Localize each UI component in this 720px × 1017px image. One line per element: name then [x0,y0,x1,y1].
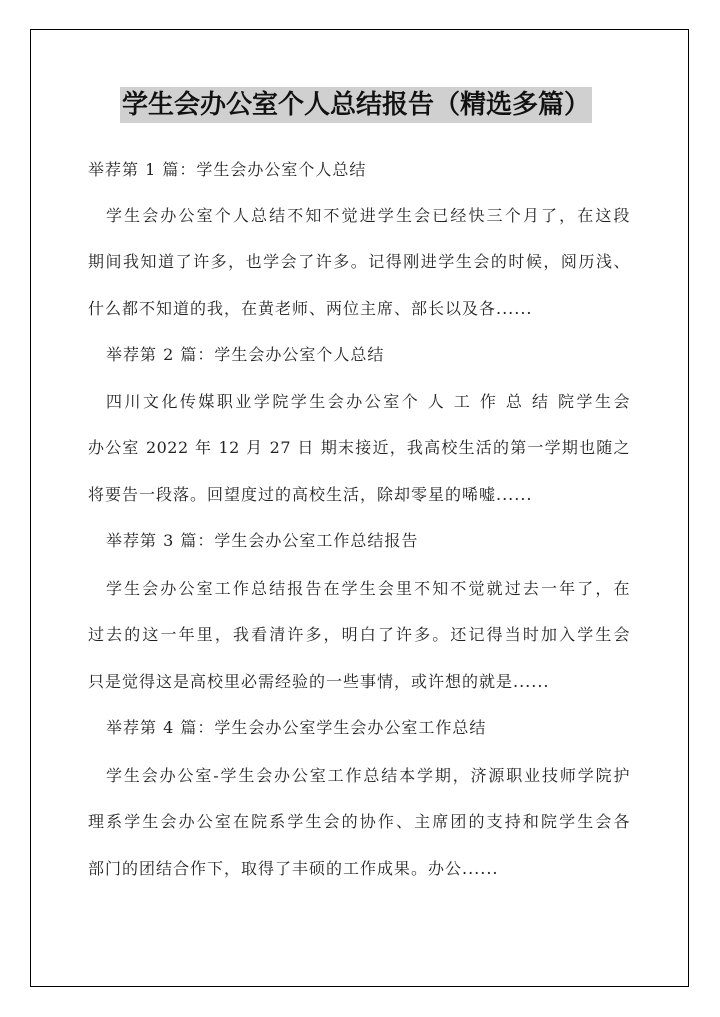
paragraph-line: 将要告一段落。回望度过的高校生活，除却零星的唏嘘...... [88,485,533,504]
document-title: 学生会办公室个人总结报告（精选多篇） [120,87,592,123]
paragraph-line: 办公室 2022 年 12 月 27 日 期末接近，我高校生活的第一学期也随之 [88,438,630,457]
section-heading: 举荐第 1 篇：学生会办公室个人总结 [88,160,367,179]
paragraph-line: 四川文化传媒职业学院学生会办公室个 人 工 作 总 结 院学生会 [106,392,630,411]
paragraph-line: 只是觉得这是高校里必需经验的一些事情，或许想的就是...... [88,672,550,691]
paragraph-line: 学生会办公室个人总结不知不觉进学生会已经快三个月了，在这段 [106,206,630,225]
paragraph-line: 什么都不知道的我，在黄老师、两位主席、部长以及各...... [88,299,533,318]
paragraph-line: 理系学生会办公室在院系学生会的协作、主席团的支持和院学生会各 [88,812,630,831]
paragraph-line: 学生会办公室工作总结报告在学生会里不知不觉就过去一年了，在 [106,579,630,598]
paragraph-line: 过去的这一年里，我看清许多，明白了许多。还记得当时加入学生会 [88,625,630,644]
section-heading: 举荐第 3 篇：学生会办公室工作总结报告 [106,531,419,550]
section-heading: 举荐第 4 篇：学生会办公室学生会办公室工作总结 [106,718,487,737]
paragraph-line: 部门的团结合作下，取得了丰硕的工作成果。办公...... [88,859,499,878]
section-heading: 举荐第 2 篇：学生会办公室个人总结 [106,345,385,364]
paragraph-line: 期间我知道了许多，也学会了许多。记得刚进学生会的时候，阅历浅、 [88,252,630,271]
paragraph-line: 学生会办公室-学生会办公室工作总结本学期，济源职业技师学院护 [106,766,630,785]
